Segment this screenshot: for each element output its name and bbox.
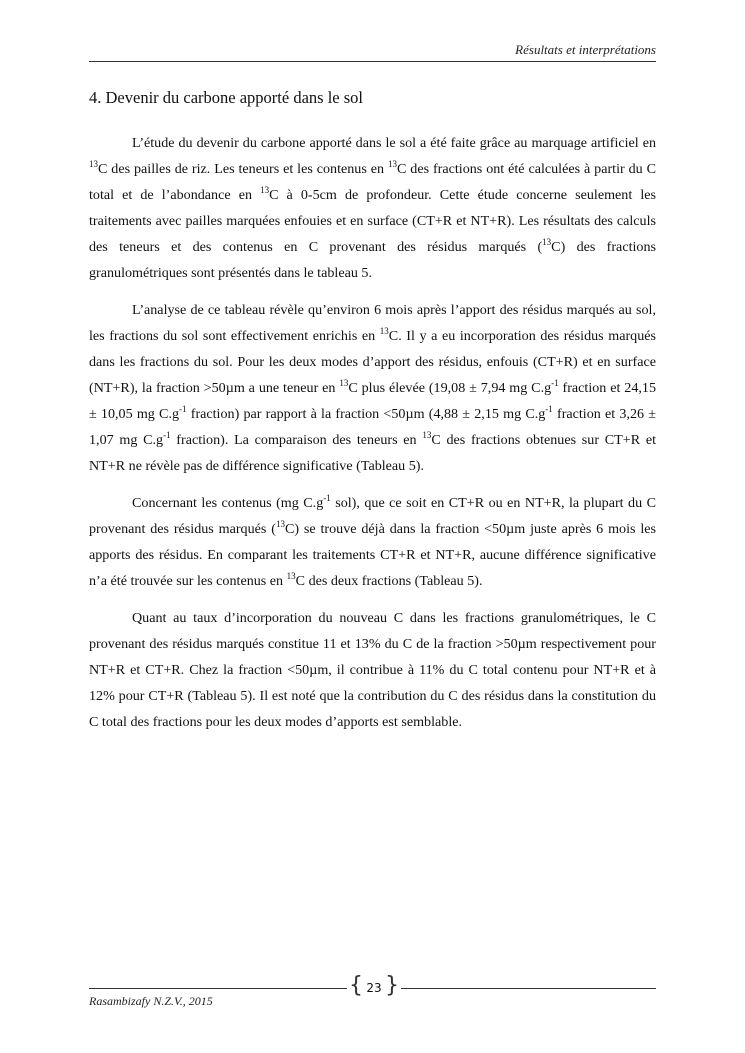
header-title: Résultats et interprétations xyxy=(515,42,656,57)
superscript: 13 xyxy=(286,571,296,581)
footer-rule-right xyxy=(401,988,656,989)
text-run: C des pailles de riz. Les teneurs et les contenus en xyxy=(98,161,388,177)
superscript: 13 xyxy=(542,237,552,247)
page-number-frame xyxy=(347,973,401,1001)
page-number: 23 xyxy=(366,981,382,995)
superscript: 13 xyxy=(275,519,285,529)
superscript: 13 xyxy=(339,378,349,388)
text-run: C) se trouve déjà dans la fraction <50µm juste après 6 mois les apports des résidus. En comparant les traitements CT+R et NT+R, aucune différence significative n’a été trouvée sur les contenus en xyxy=(89,521,656,589)
superscript: 13 xyxy=(387,159,397,169)
text-run: sol), que ce soit en CT+R ou en NT+R, la plupart du C provenant des résidus marqués ( xyxy=(89,495,656,537)
text-run: fraction). La comparaison des teneurs en xyxy=(170,432,423,448)
superscript: -1 xyxy=(163,430,171,440)
paragraph-3 xyxy=(89,490,656,594)
footer-rule-left xyxy=(89,988,347,989)
footer-author: Rasambizafy N.Z.V., 2015 xyxy=(89,994,213,1008)
text-run: fraction et 3,26 ± 1,07 mg C.g xyxy=(89,406,656,448)
superscript: 13 xyxy=(379,326,389,336)
paragraph-1 xyxy=(89,130,656,286)
superscript: -1 xyxy=(179,404,187,414)
text-run: C. Il y a eu incorporation des résidus marqués dans les fractions du sol. Pour les deux modes d’apport des résidus, enfouis (CT+R) et en surface (NT+R), la fraction >50µm a une teneur en xyxy=(89,328,656,396)
text-run: C plus élevée (19,08 ± 7,94 mg C.g xyxy=(348,380,552,396)
text-run: C à 0-5cm de profondeur. Cette étude concerne seulement les traitements avec pailles marquées enfouies et en surface (CT+R et NT+R). Les résultats des calculs des teneurs et des contenus en C provenant des résidus marqués ( xyxy=(89,187,657,255)
text-run: fraction et 24,15 ± 10,05 mg C.g xyxy=(89,380,656,422)
superscript: -1 xyxy=(545,404,553,414)
paragraph-4 xyxy=(89,605,656,735)
paragraph-2 xyxy=(89,297,656,479)
text-run: C des fractions ont été calculées à partir du C total et de l’abondance en xyxy=(89,161,657,203)
header-rule xyxy=(89,61,656,62)
left-brace-ornament: { xyxy=(349,973,363,998)
text-run: L’étude du devenir du carbone apporté dans le sol a été faite grâce au marquage artificiel en xyxy=(132,135,656,151)
text-run: C) des fractions granulométriques sont présentés dans le tableau 5. xyxy=(89,239,656,281)
text-run: Concernant les contenus (mg C.g xyxy=(132,495,324,511)
body-text xyxy=(89,130,656,746)
text-run: fraction) par rapport à la fraction <50µm (4,88 ± 2,15 mg C.g xyxy=(186,406,546,422)
superscript: 13 xyxy=(89,159,98,169)
text-run: C des fractions obtenues sur CT+R et NT+R ne révèle pas de différence significative (Tableau 5). xyxy=(89,432,656,474)
superscript: -1 xyxy=(323,493,331,503)
text-run: L’analyse de ce tableau révèle qu’environ 6 mois après l’apport des résidus marqués au sol, les fractions du sol sont effectivement enrichis en xyxy=(89,302,656,344)
text-run: C des deux fractions (Tableau 5). xyxy=(295,573,483,589)
superscript: 13 xyxy=(422,430,432,440)
text-run: Quant au taux d’incorporation du nouveau C dans les fractions granulométriques, le C provenant des résidus marqués constitue 11 et 13% du C de la fraction >50µm respectivement pour NT+R et CT+R. Chez la fraction <50µm, il contribue à 11% du C total contenu pour NT+R et à 12% pour CT+R (Tableau 5). Il est noté que la contribution du C des résidus dans la constitution du C total des fractions pour les deux modes d’apports est semblable. xyxy=(89,610,656,730)
superscript: 13 xyxy=(260,185,270,195)
section-heading: 4. Devenir du carbone apporté dans le sol xyxy=(89,88,363,107)
right-brace-ornament: } xyxy=(385,973,399,998)
superscript: -1 xyxy=(551,378,559,388)
